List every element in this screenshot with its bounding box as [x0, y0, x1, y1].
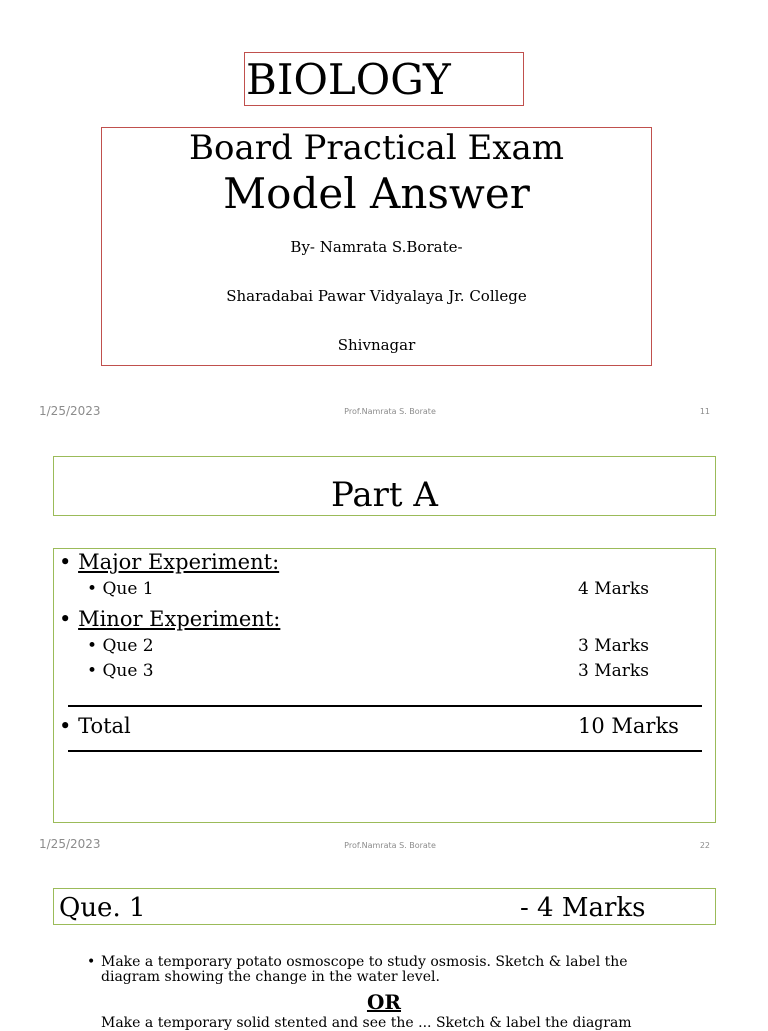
total-marks: 10 Marks: [578, 714, 679, 738]
subject-title: BIOLOGY: [246, 55, 451, 104]
question-title: Que. 1: [59, 893, 146, 923]
next-instruction: Make a temporary solid stented and see the ... Sketch & label the diagram: [101, 1016, 632, 1031]
place-line: Shivnagar: [337, 336, 416, 354]
que3-marks: 3 Marks: [578, 661, 649, 681]
que2-item: [87, 635, 154, 657]
divider-top: [68, 705, 702, 707]
divider-bottom: [68, 750, 702, 752]
footer-page-number: 22: [699, 841, 710, 850]
minor-experiment-label: Minor Experiment:: [78, 607, 281, 631]
bullet: •: [87, 579, 98, 599]
que1-item: [87, 578, 154, 600]
footer-date: 1/25/2023: [39, 837, 101, 851]
footer-page-number: 11: [699, 407, 710, 416]
minor-experiment-item: [59, 606, 280, 632]
bullet: •: [59, 607, 72, 631]
total-label: Total: [78, 714, 131, 738]
major-experiment-item: [59, 549, 279, 575]
que3-label: Que 3: [102, 661, 154, 681]
major-experiment-label: Major Experiment:: [78, 550, 280, 574]
bullet: •: [87, 636, 98, 656]
or-separator: OR: [366, 990, 402, 1014]
bullet: •: [59, 550, 72, 574]
footer-presenter: Prof.Namrata S. Borate: [344, 407, 436, 416]
bullet: •: [59, 714, 72, 738]
que1-label: Que 1: [102, 579, 154, 599]
part-title: Part A: [331, 475, 438, 515]
que2-label: Que 2: [102, 636, 154, 656]
footer-presenter: Prof.Namrata S. Borate: [344, 841, 436, 850]
que2-marks: 3 Marks: [578, 636, 649, 656]
que1-marks: 4 Marks: [578, 579, 649, 599]
exam-subtitle: Model Answer: [223, 169, 530, 218]
question-instruction: Make a temporary potato osmoscope to study osmosis. Sketch & label the diagram showing the change in the water level.: [101, 954, 628, 985]
exam-title: Board Practical Exam: [188, 128, 565, 168]
que3-item: [87, 660, 154, 682]
footer-date: 1/25/2023: [39, 404, 101, 418]
question-marks: - 4 Marks: [520, 893, 646, 923]
bullet: •: [87, 954, 96, 970]
college-line: Sharadabai Pawar Vidyalaya Jr. College: [226, 287, 527, 305]
author-line: By- Namrata S.Borate-: [290, 238, 463, 256]
total-item: [59, 713, 131, 739]
bullet: •: [87, 661, 98, 681]
